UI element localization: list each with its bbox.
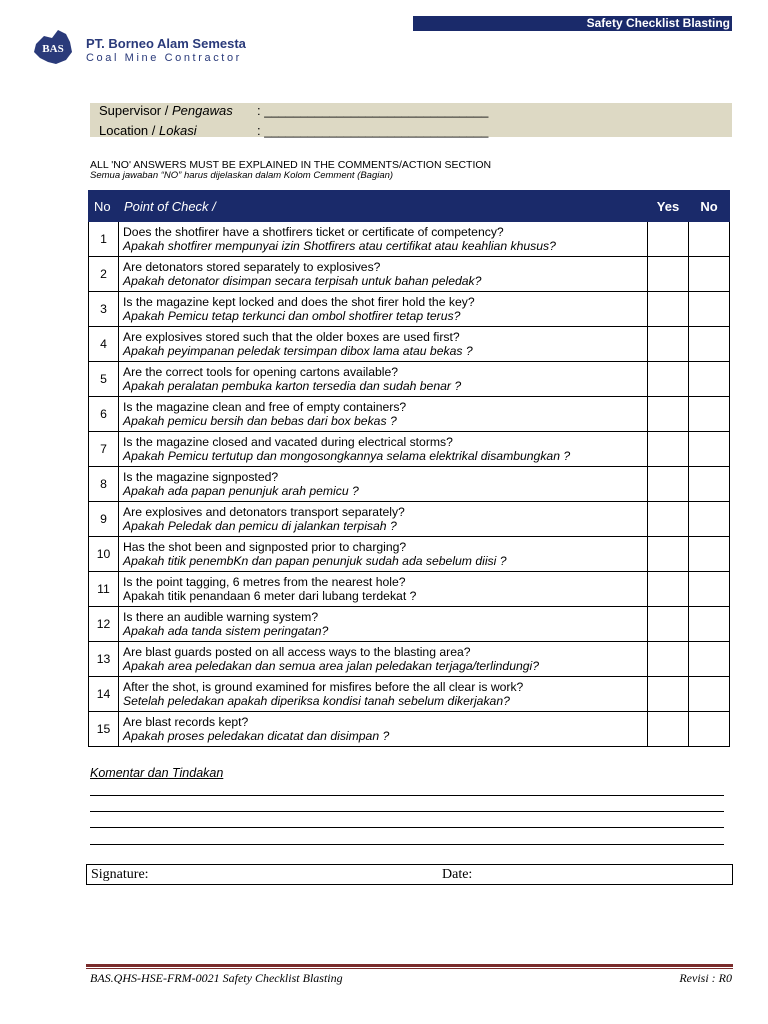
row-number: 12 xyxy=(89,607,119,642)
question-english: Are blast records kept? xyxy=(123,715,249,729)
table-row xyxy=(89,397,730,432)
comment-line[interactable] xyxy=(90,827,724,828)
check-point-cell xyxy=(119,502,648,537)
location-label-id: Lokasi xyxy=(159,123,197,138)
table-row xyxy=(89,432,730,467)
comment-line[interactable] xyxy=(90,811,724,812)
location-field[interactable]: : _______________________________ xyxy=(257,123,489,138)
header-point-of-check: Point of Check / xyxy=(119,191,648,222)
question-indonesian: Apakah area peledakan dan semua area jalan peledakan terjaga/terlindungi? xyxy=(123,659,540,673)
check-point-cell xyxy=(119,572,648,607)
question-indonesian: Setelah peledakan apakah diperiksa kondisi tanah sebelum dikerjakan? xyxy=(123,694,510,708)
company-subtitle: Coal Mine Contractor xyxy=(86,52,242,64)
table-header-row xyxy=(89,191,730,222)
question-indonesian: Apakah detonator disimpan secara terpisah untuk bahan peledak? xyxy=(123,274,482,288)
check-point-cell xyxy=(119,467,648,502)
supervisor-label: Supervisor / xyxy=(99,103,172,118)
yes-checkbox-cell[interactable] xyxy=(648,677,689,712)
question-english: Is the magazine clean and free of empty containers? xyxy=(123,400,407,414)
row-number: 6 xyxy=(89,397,119,432)
instruction-english: ALL 'NO' ANSWERS MUST BE EXPLAINED IN THE COMMENTS/ACTION SECTION xyxy=(90,159,492,171)
row-number: 3 xyxy=(89,292,119,327)
no-checkbox-cell[interactable] xyxy=(689,432,730,467)
yes-checkbox-cell[interactable] xyxy=(648,432,689,467)
footer-doc-code: BAS.QHS-HSE-FRM-0021 Safety Checklist Blasting xyxy=(90,971,343,985)
no-checkbox-cell[interactable] xyxy=(689,607,730,642)
row-number: 14 xyxy=(89,677,119,712)
row-number: 10 xyxy=(89,537,119,572)
company-name: PT. Borneo Alam Semesta xyxy=(86,36,246,51)
no-checkbox-cell[interactable] xyxy=(689,677,730,712)
row-number: 4 xyxy=(89,327,119,362)
question-indonesian: Apakah Pemicu tetap terkunci dan ombol shotfirer tetap terus? xyxy=(123,309,461,323)
check-point-cell xyxy=(119,397,648,432)
table-row xyxy=(89,257,730,292)
question-indonesian: Apakah Pemicu tertutup dan mongosongkannya selama elektrikal disambungkan ? xyxy=(123,449,571,463)
table-row xyxy=(89,677,730,712)
date-label: Date: xyxy=(442,867,473,882)
question-indonesian: Apakah peralatan pembuka karton tersedia dan sudah benar ? xyxy=(123,379,462,393)
row-number: 5 xyxy=(89,362,119,397)
question-indonesian: Apakah proses peledakan dicatat dan disimpan ? xyxy=(123,729,390,743)
no-checkbox-cell[interactable] xyxy=(689,327,730,362)
question-indonesian: Apakah ada papan penunjuk arah pemicu ? xyxy=(123,484,359,498)
question-indonesian: Apakah titik penandaan 6 meter dari lubang terdekat ? xyxy=(123,589,417,603)
row-number: 13 xyxy=(89,642,119,677)
footer-rule-thin xyxy=(86,968,733,969)
company-logo xyxy=(30,24,76,70)
supervisor-field[interactable]: : _______________________________ xyxy=(257,103,489,118)
question-english: Does the shotfirer have a shotfirers ticket or certificate of competency? xyxy=(123,225,504,239)
question-indonesian: Apakah pemicu bersih dan bebas dari box bekas ? xyxy=(123,414,397,428)
no-checkbox-cell[interactable] xyxy=(689,712,730,747)
header-no: No xyxy=(89,191,119,222)
question-english: Are detonators stored separately to explosives? xyxy=(123,260,381,274)
check-point-cell xyxy=(119,327,648,362)
yes-checkbox-cell[interactable] xyxy=(648,467,689,502)
signature-box xyxy=(86,864,733,885)
comments-label: Komentar dan Tindakan xyxy=(90,766,224,780)
footer-rule xyxy=(86,964,733,967)
yes-checkbox-cell[interactable] xyxy=(648,642,689,677)
table-row xyxy=(89,502,730,537)
question-indonesian: Apakah ada tanda sistem peringatan? xyxy=(123,624,329,638)
check-point-cell xyxy=(119,537,648,572)
yes-checkbox-cell[interactable] xyxy=(648,327,689,362)
table-row xyxy=(89,467,730,502)
table-row xyxy=(89,607,730,642)
instruction-indonesian: Semua jawaban “NO” harus dijelaskan dalam Kolom Cemment (Bagian) xyxy=(90,170,394,181)
yes-checkbox-cell[interactable] xyxy=(648,362,689,397)
yes-checkbox-cell[interactable] xyxy=(648,712,689,747)
question-english: Is the point tagging, 6 metres from the nearest hole? xyxy=(123,575,406,589)
row-number: 1 xyxy=(89,222,119,257)
row-number: 15 xyxy=(89,712,119,747)
check-point-cell xyxy=(119,292,648,327)
table-row xyxy=(89,642,730,677)
table-row xyxy=(89,537,730,572)
yes-checkbox-cell[interactable] xyxy=(648,397,689,432)
location-row xyxy=(99,123,488,138)
supervisor-row xyxy=(99,103,488,118)
check-point-cell xyxy=(119,362,648,397)
check-point-cell xyxy=(119,677,648,712)
no-checkbox-cell[interactable] xyxy=(689,537,730,572)
question-english: Are blast guards posted on all access ways to the blasting area? xyxy=(123,645,471,659)
info-box xyxy=(90,103,732,137)
yes-checkbox-cell[interactable] xyxy=(648,537,689,572)
no-checkbox-cell[interactable] xyxy=(689,362,730,397)
yes-checkbox-cell[interactable] xyxy=(648,572,689,607)
comment-line[interactable] xyxy=(90,844,724,845)
check-point-cell xyxy=(119,642,648,677)
row-number: 9 xyxy=(89,502,119,537)
question-indonesian: Apakah titik penembKn dan papan penunjuk sudah ada sebelum diisi ? xyxy=(123,554,507,568)
signature-label: Signature: xyxy=(91,867,149,882)
no-checkbox-cell[interactable] xyxy=(689,572,730,607)
table-row xyxy=(89,222,730,257)
comment-line[interactable] xyxy=(90,795,724,796)
question-english: Are explosives stored such that the older boxes are used first? xyxy=(123,330,460,344)
row-number: 8 xyxy=(89,467,119,502)
no-checkbox-cell[interactable] xyxy=(689,642,730,677)
logo-text: BAS xyxy=(42,43,64,55)
question-english: Is the magazine signposted? xyxy=(123,470,279,484)
question-english: After the shot, is ground examined for misfires before the all clear is work? xyxy=(123,680,524,694)
question-english: Are the correct tools for opening cartons available? xyxy=(123,365,399,379)
question-indonesian: Apakah Peledak dan pemicu di jalankan terpisah ? xyxy=(123,519,397,533)
no-checkbox-cell[interactable] xyxy=(689,467,730,502)
no-checkbox-cell[interactable] xyxy=(689,502,730,537)
checklist-table xyxy=(88,190,730,747)
check-point-cell xyxy=(119,607,648,642)
check-point-cell xyxy=(119,222,648,257)
check-point-cell xyxy=(119,432,648,467)
check-point-cell xyxy=(119,712,648,747)
row-number: 11 xyxy=(89,572,119,607)
question-english: Is there an audible warning system? xyxy=(123,610,319,624)
document-title: Safety Checklist Blasting xyxy=(413,16,732,31)
table-row xyxy=(89,362,730,397)
question-english: Are explosives and detonators transport separately? xyxy=(123,505,405,519)
question-english: Is the magazine kept locked and does the shot firer hold the key? xyxy=(123,295,475,309)
footer-revision: Revisi : R0 xyxy=(679,971,732,985)
header-yes: Yes xyxy=(648,191,689,222)
no-checkbox-cell[interactable] xyxy=(689,222,730,257)
check-point-cell xyxy=(119,257,648,292)
supervisor-label-id: Pengawas xyxy=(171,103,233,118)
question-indonesian: Apakah peyimpanan peledak tersimpan dibox lama atau bekas ? xyxy=(123,344,473,358)
yes-checkbox-cell[interactable] xyxy=(648,257,689,292)
header-no-answer: No xyxy=(689,191,730,222)
table-row xyxy=(89,572,730,607)
no-checkbox-cell[interactable] xyxy=(689,292,730,327)
yes-checkbox-cell[interactable] xyxy=(648,222,689,257)
yes-checkbox-cell[interactable] xyxy=(648,502,689,537)
question-english: Has the shot been and signposted prior to charging? xyxy=(123,540,407,554)
no-checkbox-cell[interactable] xyxy=(689,397,730,432)
yes-checkbox-cell[interactable] xyxy=(648,292,689,327)
question-english: Is the magazine closed and vacated during electrical storms? xyxy=(123,435,453,449)
question-indonesian: Apakah shotfirer mempunyai izin Shotfirers atau certifikat atau keahlian khusus? xyxy=(123,239,556,253)
row-number: 2 xyxy=(89,257,119,292)
table-row xyxy=(89,292,730,327)
yes-checkbox-cell[interactable] xyxy=(648,607,689,642)
table-row xyxy=(89,327,730,362)
table-row xyxy=(89,712,730,747)
location-label: Location / xyxy=(99,123,159,138)
row-number: 7 xyxy=(89,432,119,467)
no-checkbox-cell[interactable] xyxy=(689,257,730,292)
